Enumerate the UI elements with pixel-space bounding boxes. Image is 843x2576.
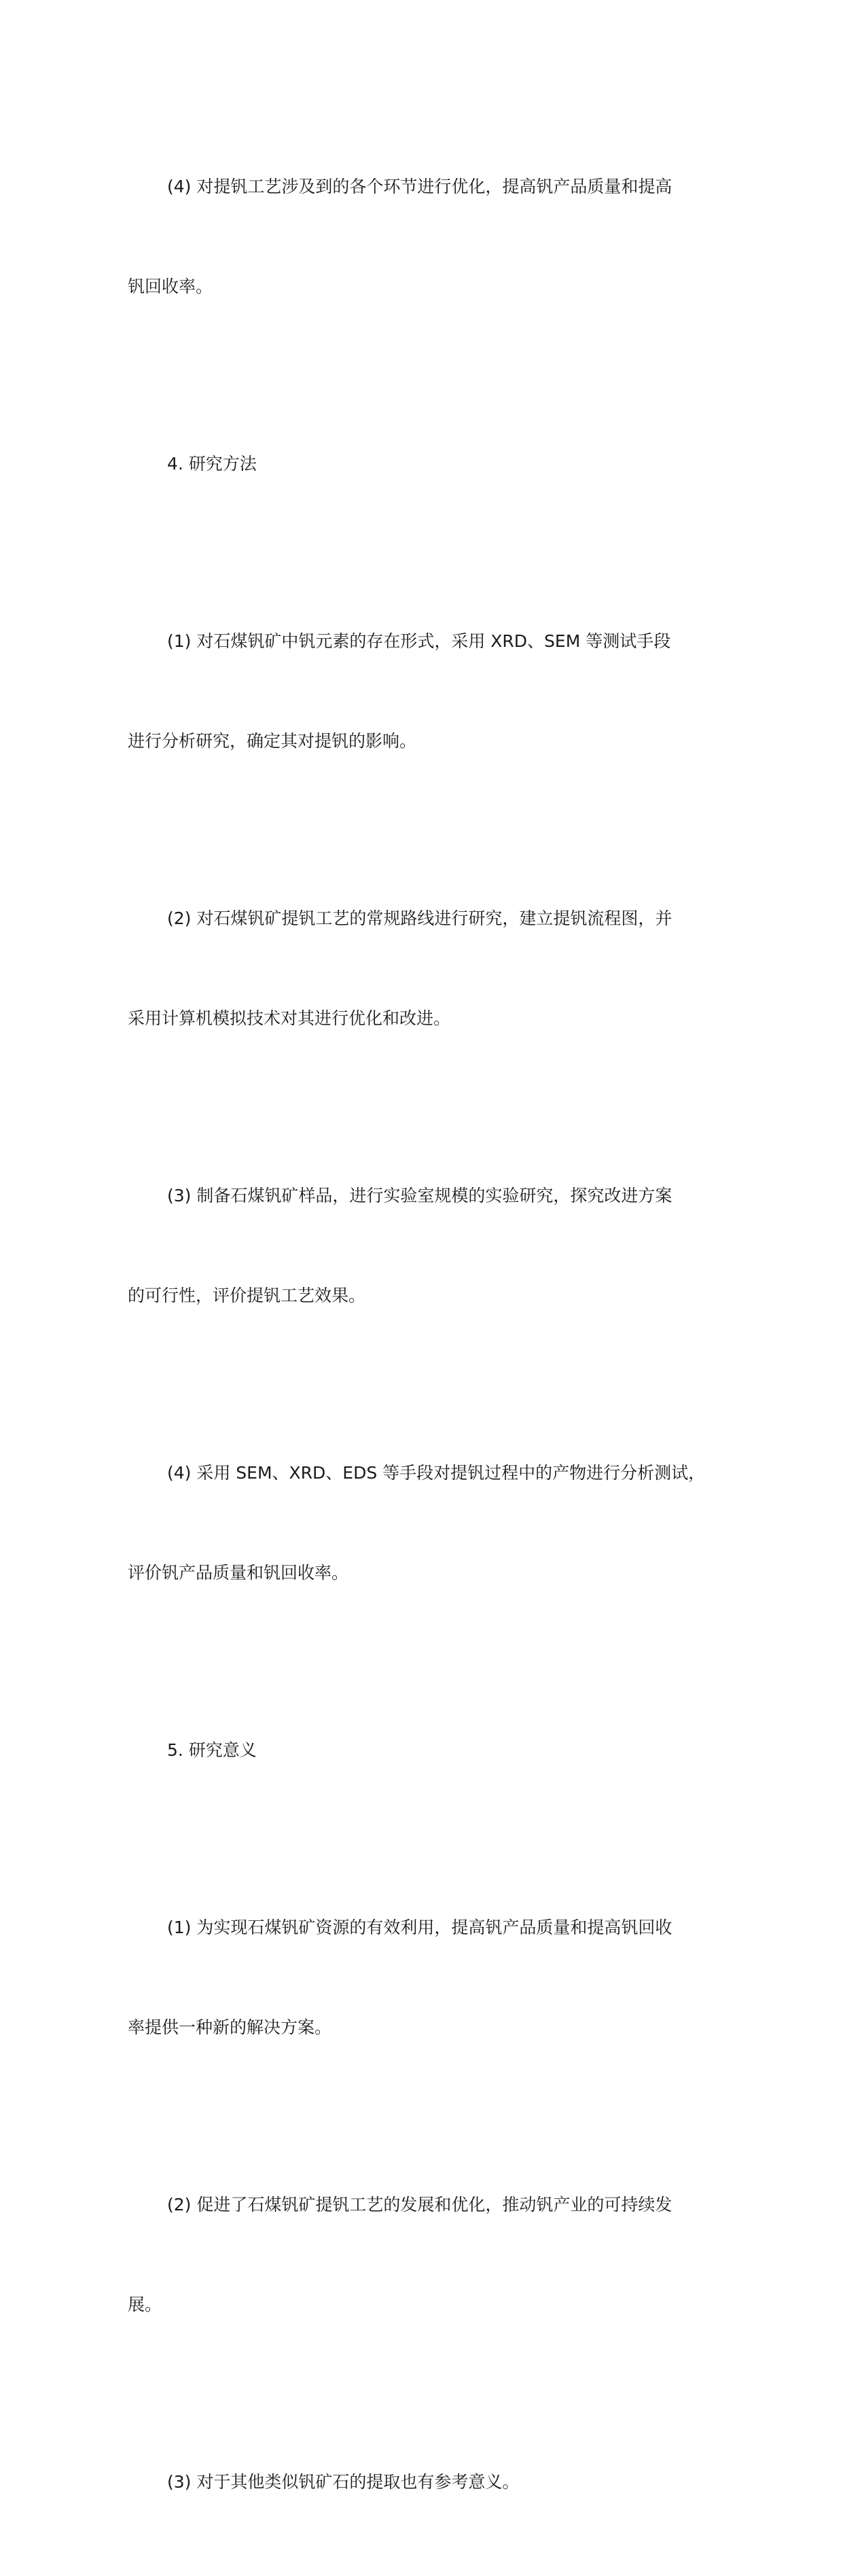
document-body (128, 103, 739, 2576)
text-line: 的可行性，评价提钒工艺效果。 (128, 1286, 366, 1305)
paragraph-significance-2 (128, 2121, 739, 2388)
text-line: 钒回收率。 (128, 277, 213, 296)
text-line: (1) 对石煤钒矿中钒元素的存在形式，采用 XRD、SEM 等测试手段 (167, 631, 671, 651)
paragraph-method-4 (128, 1390, 739, 1656)
text-line: (4) 对提钒工艺涉及到的各个环节进行优化，提高钒产品质量和提高 (167, 177, 672, 196)
heading-research-methods (128, 381, 739, 547)
paragraph-method-2 (128, 835, 739, 1101)
text-line: (3) 制备石煤钒矿样品，进行实验室规模的实验研究，探究改进方案 (167, 1186, 672, 1205)
paragraph-method-1 (128, 558, 739, 824)
text-line: 评价钒产品质量和钒回收率。 (128, 1563, 349, 1583)
text-line: 率提供一种新的解决方案。 (128, 2017, 332, 2037)
text-line: (2) 促进了石煤钒矿提钒工艺的发展和优化，推动钒产业的可持续发 (167, 2195, 672, 2215)
paragraph-optimize-process (128, 103, 739, 370)
text-line: (3) 对于其他类似钒矿石的提取也有参考意义。 (167, 2472, 520, 2492)
text-line: 5. 研究意义 (167, 1740, 257, 1760)
text-line: 进行分析研究，确定其对提钒的影响。 (128, 731, 417, 751)
text-line: (4) 采用 SEM、XRD、EDS 等手段对提钒过程中的产物进行分析测试， (167, 1463, 706, 1483)
text-line: 4. 研究方法 (167, 454, 257, 474)
heading-research-significance (128, 1667, 739, 1833)
paragraph-significance-1 (128, 1844, 739, 2111)
text-line: (2) 对石煤钒矿提钒工艺的常规路线进行研究，建立提钒流程图，并 (167, 908, 672, 928)
paragraph-method-3 (128, 1112, 739, 1379)
text-line: 采用计算机模拟技术对其进行优化和改进。 (128, 1008, 451, 1028)
text-line: 展。 (128, 2295, 162, 2314)
text-line: (1) 为实现石煤钒矿资源的有效利用，提高钒产品质量和提高钒回收 (167, 1918, 672, 1937)
paragraph-significance-3 (128, 2399, 739, 2565)
